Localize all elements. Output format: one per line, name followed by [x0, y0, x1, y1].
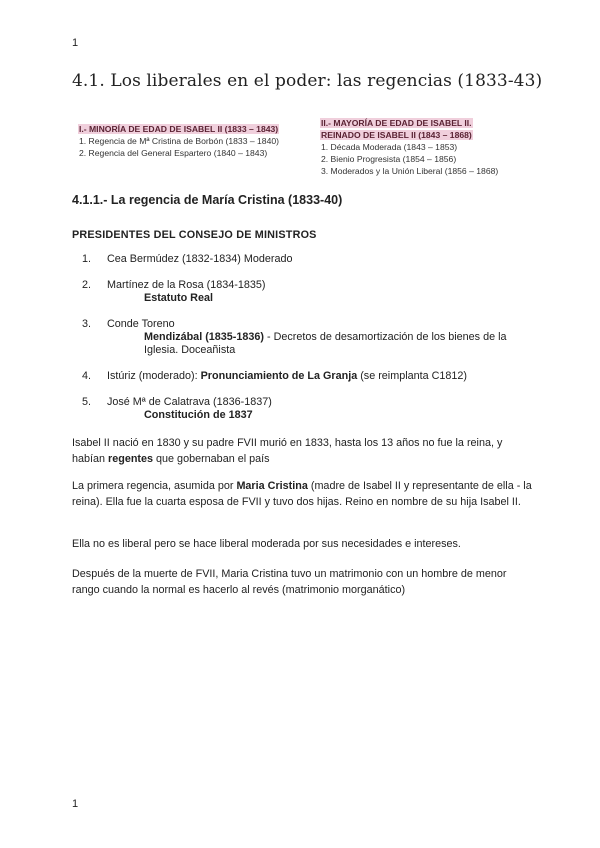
majority-heading-line2: REINADO DE ISABEL II (1843 – 1868): [321, 130, 472, 140]
section-heading: 4.1.1.- La regencia de María Cristina (1833-40): [72, 193, 343, 207]
president-note-text: (se reimplanta C1812): [357, 370, 468, 382]
paragraph-text: (madre de Isabel II y representante de ella - la reina). Ella fue la cuarta esposa de FVII y tuvo dos hijas. Reino en nombre de su hija Isabel II.: [72, 480, 532, 508]
presidents-heading: PRESIDENTES DEL CONSEJO DE MINISTROS: [72, 229, 317, 241]
paragraph-bold: Maria Cristina: [236, 480, 308, 492]
minority-summary-box: [78, 123, 279, 159]
paragraph-text: La primera regencia, asumida por: [72, 480, 237, 492]
president-note: Estatuto Real: [144, 292, 213, 304]
minority-heading: I.- MINORÍA DE EDAD DE ISABEL II (1833 – 1843): [79, 124, 279, 134]
list-number: 3.: [82, 318, 92, 330]
majority-heading-line1: II.- MAYORÍA DE EDAD DE ISABEL II.: [321, 118, 472, 128]
president-name: José Mª de Calatrava (1836-1837): [107, 396, 272, 408]
majority-item: 1. Década Moderada (1843 – 1853): [321, 142, 458, 152]
minority-list: [78, 135, 279, 159]
list-number: 5.: [82, 396, 92, 408]
page-number-top: 1: [72, 37, 79, 49]
page-title: 4.1. Los liberales en el poder: las regencias (1833-43): [72, 71, 543, 91]
president-note: Constitución de 1837: [144, 409, 253, 421]
majority-item: 3. Moderados y la Unión Liberal (1856 – 1868): [321, 166, 499, 176]
paragraph-text: Isabel II nació en 1830 y su padre FVII murió en 1833, hasta los 13 años no fue la reina, y habían: [72, 437, 503, 465]
majority-item: 2. Bienio Progresista (1854 – 1856): [321, 154, 457, 164]
minority-item: 2. Regencia del General Espartero (1840 – 1843): [79, 148, 268, 158]
paragraph-regents: [72, 436, 532, 467]
president-note: [107, 331, 532, 357]
president-item: [72, 396, 532, 422]
paragraph-marriage: Después de la muerte de FVII, Maria Cristina tuvo un matrimonio con un hombre de menor rango cuando la normal es hacerlo al revés (matrimonio morganático): [72, 568, 507, 596]
president-note-bold: Mendizábal (1835-1836): [144, 331, 265, 343]
page-number-bottom: 1: [72, 798, 79, 810]
list-number: 1.: [82, 253, 92, 265]
president-note-bold: Pronunciamiento de La Granja: [200, 370, 358, 382]
majority-summary-box: [320, 117, 498, 177]
list-number: 4.: [82, 370, 92, 382]
president-item: [72, 279, 532, 305]
president-note-text: - Decretos de desamortización de los bienes de la Iglesia. Doceañista: [144, 331, 507, 356]
minority-item: 1. Regencia de Mª Cristina de Borbón (1833 – 1840): [79, 136, 280, 146]
paragraph-text: que gobernaban el país: [153, 452, 270, 465]
presidents-list: [72, 253, 532, 435]
president-item: [72, 318, 532, 357]
president-name-text: Istúriz (moderado):: [107, 370, 201, 382]
president-item: [72, 253, 532, 266]
majority-list: [320, 141, 498, 177]
paragraph-first-regency: [72, 479, 532, 510]
paragraph-liberal: Ella no es liberal pero se hace liberal moderada por sus necesidades e intereses.: [72, 538, 461, 550]
president-name: Cea Bermúdez (1832-1834) Moderado: [107, 253, 293, 265]
president-item: [72, 370, 532, 383]
paragraph-bold: regentes: [108, 452, 154, 465]
president-name: Conde Toreno: [107, 318, 175, 330]
president-name: Martínez de la Rosa (1834-1835): [107, 279, 266, 291]
list-number: 2.: [82, 279, 92, 291]
president-name: [107, 370, 532, 383]
